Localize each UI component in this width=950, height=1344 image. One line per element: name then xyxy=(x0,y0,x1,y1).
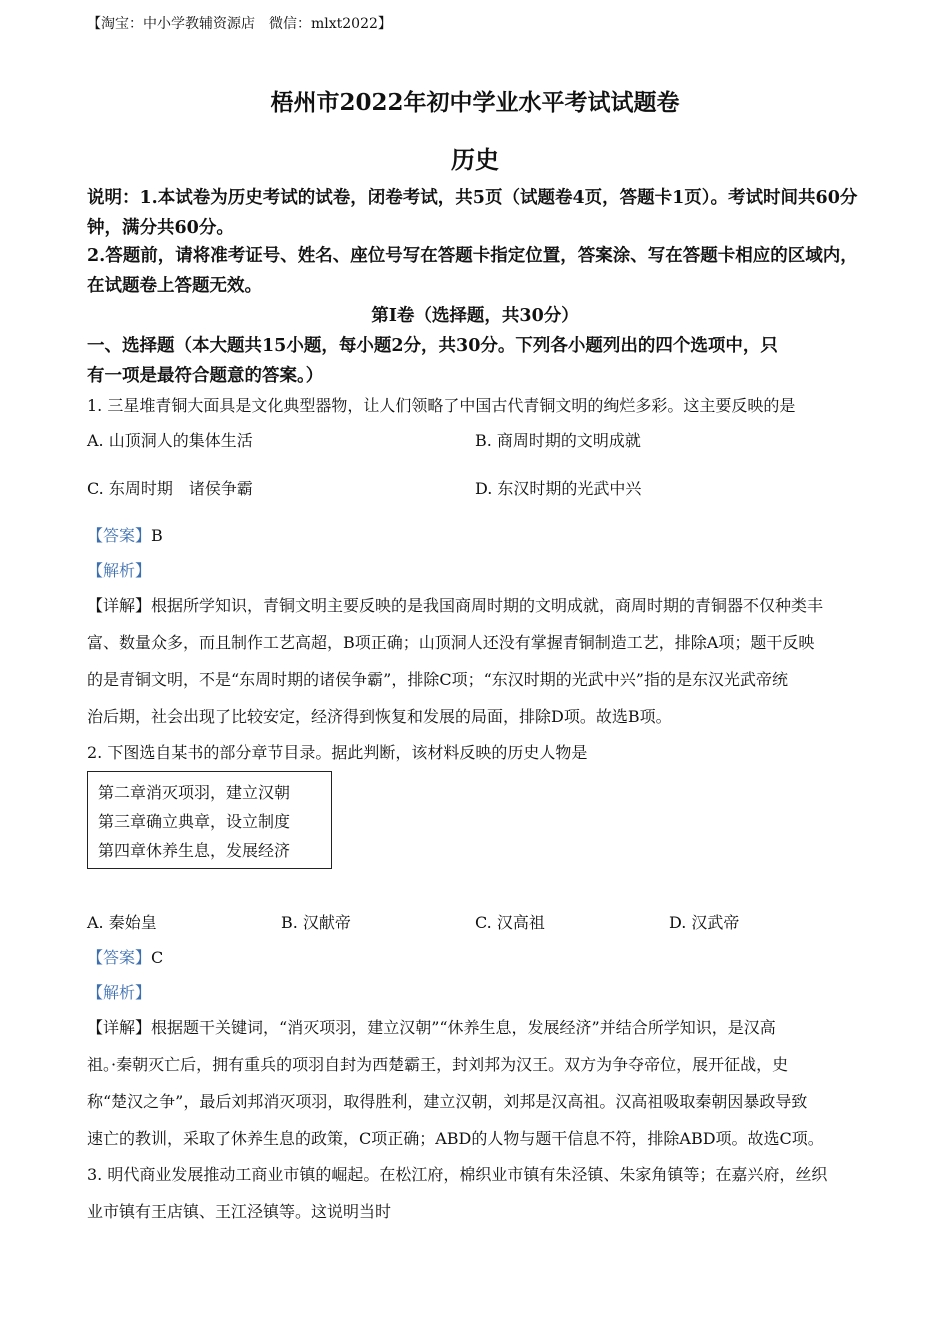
q2-option-c: C. 汉高祖 xyxy=(475,913,545,932)
q2-detail-line: 祖。·秦朝灭亡后，拥有重兵的项羽自封为西楚霸王，封刘邦为汉王。双方为争夺帝位，展开征战，史 xyxy=(87,1055,789,1074)
q2-answer: C xyxy=(151,948,164,967)
q1-detail-line: 的是青铜文明，不是“东周时期的诸侯争霸”，排除C项；“东汉时期的光武中兴”指的是东汉光武帝统 xyxy=(87,670,788,689)
q1-detail-line xyxy=(87,593,877,616)
analysis-tag: 【解析】 xyxy=(87,983,152,1002)
q1-answer: B xyxy=(151,526,163,545)
q3-stem-line: 业市镇有王店镇、王江泾镇等。这说明当时 xyxy=(87,1202,392,1221)
q2-box-line: 第二章消灭项羽，建立汉朝 xyxy=(98,783,291,802)
q2-stem: 2. 下图选自某书的部分章节目录。据此判断，该材料反映的历史人物是 xyxy=(87,743,588,762)
q1-analysis-line xyxy=(87,558,877,581)
section-title: 第I卷（选择题，共30分） xyxy=(371,306,579,326)
q2-analysis-line xyxy=(87,980,877,1003)
q3-stem-line: 3. 明代商业发展推动工商业市镇的崛起。在松江府，棉织业市镇有朱泾镇、朱家角镇等；在嘉兴府，丝织 xyxy=(87,1165,828,1184)
answer-tag: 【答案】 xyxy=(87,948,152,967)
q2-option-b: B. 汉献帝 xyxy=(281,913,351,932)
q1-option-c: C. 东周时期 诸侯争霸 xyxy=(87,479,253,498)
q2-option-a: A. 秦始皇 xyxy=(87,913,157,932)
exam-title: 梧州市2022年初中学业水平考试试题卷 xyxy=(270,89,680,116)
detail-tag: 【详解】 xyxy=(87,596,152,615)
q1-detail-line: 治后期，社会出现了比较安定，经济得到恢复和发展的局面，排除D项。故选B项。 xyxy=(87,707,672,726)
q2-detail-line: 称“楚汉之争”，最后刘邦消灭项羽，取得胜利，建立汉朝，刘邦是汉高祖。汉高祖吸取秦朝因暴政导致 xyxy=(87,1092,808,1111)
q1-detail-text: 根据所学知识，青铜文明主要反映的是我国商周时期的文明成就，商周时期的青铜器不仅种类丰 xyxy=(151,596,824,615)
page-header: 【淘宝：中小学教辅资源店 微信：mlxt2022】 xyxy=(87,16,392,32)
q1-detail-line: 富、数量众多，而且制作工艺高超，B项正确；山顶洞人还没有掌握青铜制造工艺，排除A项；题干反映 xyxy=(87,633,815,652)
detail-tag: 【详解】 xyxy=(87,1018,152,1037)
q2-material-box xyxy=(87,771,332,869)
answer-tag: 【答案】 xyxy=(87,526,152,545)
q2-box-line: 第四章休养生息，发展经济 xyxy=(98,841,291,860)
part-title-line: 有一项是最符合题意的答案。） xyxy=(87,366,324,386)
q1-answer-line xyxy=(87,523,877,546)
q2-answer-line xyxy=(87,945,877,968)
q2-detail-line: 速亡的教训，采取了休养生息的政策，C项正确；ABD的人物与题干信息不符，排除ABD项。故选C项。 xyxy=(87,1129,824,1148)
q2-detail-text: 根据题干关键词，“消灭项羽，建立汉朝”“休养生息，发展经济”并结合所学知识，是汉高 xyxy=(151,1018,776,1037)
q2-option-d: D. 汉武帝 xyxy=(669,913,740,932)
subject-title: 历史 xyxy=(451,145,499,174)
q1-option-b: B. 商周时期的文明成就 xyxy=(475,431,641,450)
q1-option-d: D. 东汉时期的光武中兴 xyxy=(475,479,642,498)
part-title-line: 一、选择题（本大题共15小题，每小题2分，共30分。下列各小题列出的四个选项中，只 xyxy=(87,336,778,356)
q2-box-line: 第三章确立典章，设立制度 xyxy=(98,812,291,831)
analysis-tag: 【解析】 xyxy=(87,561,152,580)
q1-option-a: A. 山顶洞人的集体生活 xyxy=(87,431,253,450)
instruction-2: 2.答题前，请将准考证号、姓名、座位号写在答题卡指定位置，答案涂、写在答题卡相应的区域内，在试题卷上答题无效。 xyxy=(87,246,858,296)
q2-detail-line xyxy=(87,1015,877,1038)
q1-stem: 1. 三星堆青铜大面具是文化典型器物，让人们领略了中国古代青铜文明的绚烂多彩。这主要反映的是 xyxy=(87,396,796,415)
instruction-1: 说明：1.本试卷为历史考试的试卷，闭卷考试，共5页（试题卷4页，答题卡1页）。考试时间共60分钟，满分共60分。 xyxy=(87,188,858,238)
